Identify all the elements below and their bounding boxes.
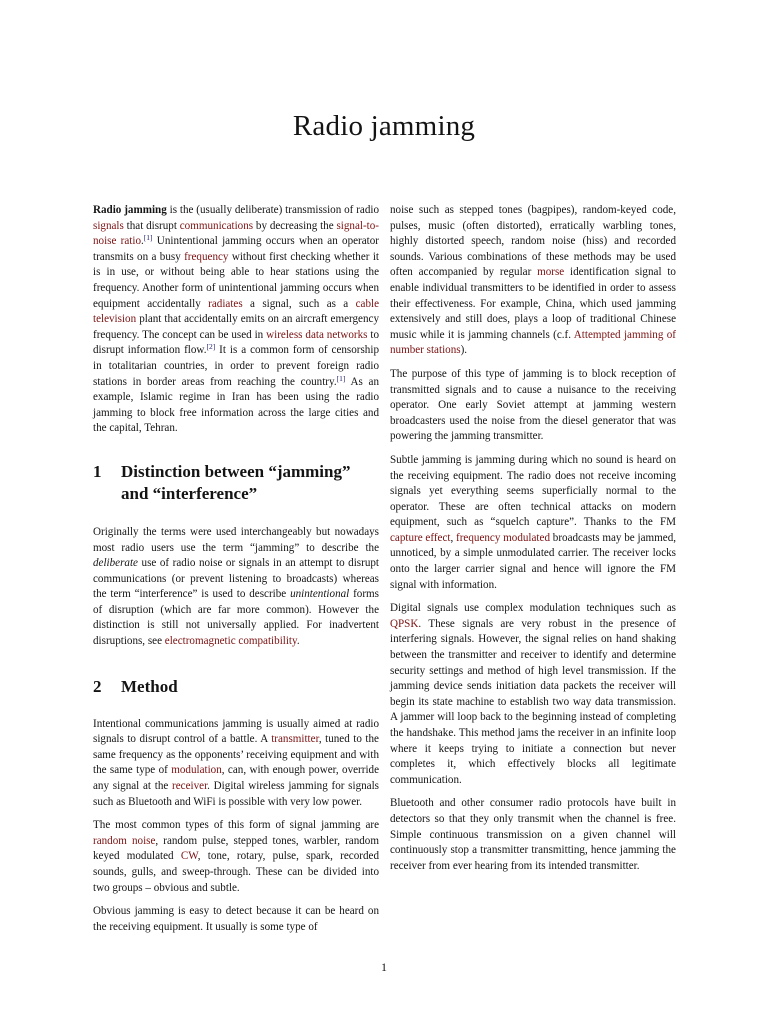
section-1-heading (93, 461, 379, 505)
right-paragraph-2 (390, 367, 676, 445)
section-2-title: Method (121, 676, 178, 696)
section-2-paragraph-1 (93, 717, 379, 811)
section-2-heading (93, 676, 379, 698)
text-run: . Digital wireless jamming for signals such as Bluetooth and WiFi is possible with very low power. (93, 780, 379, 808)
text-run: , random pulse, stepped tones, warbler, random keyed modulated (93, 834, 379, 863)
left-column (93, 203, 379, 943)
right-paragraph-4 (390, 601, 676, 788)
right-column (390, 203, 676, 882)
wiki-link[interactable]: signal-to-noise ratio (93, 219, 379, 248)
text-run: , tone, rotary, pulse, spark, recorded sounds, gulls, and sweep-through. These can be divided into two groups – obvious and subtle. (93, 850, 379, 894)
wiki-link[interactable]: signals (93, 219, 124, 232)
italic-term: unintentional (290, 588, 350, 601)
text-run: ). (460, 344, 468, 357)
wiki-link[interactable]: capture effect (390, 531, 451, 544)
text-run: that disrupt (123, 219, 180, 232)
citation-link[interactable]: [1] (336, 373, 346, 383)
text-run: . (141, 235, 144, 248)
italic-term: deliberate (93, 557, 138, 570)
section-2-paragraph-3 (93, 904, 379, 935)
wiki-link[interactable]: radiates (208, 297, 243, 310)
text-run: , (450, 531, 457, 544)
text-run: Subtle jamming is jamming during which no sound is heard on the receiving equipment. The radio does not receive incoming signals yet everything seems superficially normal to the operator. These are often technical attacks on modern equipment, such as “squelch capture”. Thanks to the FM (390, 453, 676, 529)
wiki-link[interactable]: transmitter (271, 733, 319, 746)
right-paragraph-1 (390, 203, 676, 359)
wiki-link[interactable]: cable television (93, 297, 380, 326)
text-run: It is a common form of censorship in totalitarian countries, in order to prevent foreign radio stations in border areas from reaching the country. (93, 344, 379, 388)
text-run: Digital signals use complex modulation techniques such as (390, 602, 676, 615)
wiki-link[interactable]: frequency modulated (456, 531, 550, 544)
citation-link[interactable]: [1] (143, 233, 153, 243)
text-run: broadcasts may be jammed, unnoticed, by a simple unmodulated carrier. The receiver locks onto the larger carrier signal and hence will ignore the FM signal with information. (390, 531, 677, 591)
text-run: , can, with enough power, override any signal at the (93, 764, 379, 793)
wiki-link[interactable]: QPSK (390, 617, 419, 630)
text-run: without first checking whether it is in use, or without being able to hear stations using the frequency. Another form of unintentional jamming occurs when equipment accidentally (93, 250, 379, 310)
section-1-number: 1 (93, 461, 102, 481)
section-1-paragraph (93, 525, 379, 650)
wiki-link[interactable]: frequency (184, 250, 229, 263)
text-run: is the (usually deliberate) transmission of radio (166, 204, 380, 216)
text-run: by decreasing the (253, 219, 337, 232)
text-run: Originally the terms were used interchangeably but nowadays most radio users use the term “jamming” to describe the (93, 525, 379, 554)
text-run: . (296, 635, 300, 648)
text-run: to disrupt information flow. (93, 328, 380, 357)
right-paragraph-5 (390, 796, 676, 874)
text-run: forms of disruption (which are far more common). However the distinction is still not universally applied. For inadvertent disruptions, see (93, 588, 379, 648)
intro-paragraph (93, 203, 379, 437)
page-title: Radio jamming (292, 110, 476, 142)
text-run: Bluetooth and other consumer radio protocols have built in detectors so that they only transmit when the channel is free. Simple continuous transmission on a given channel will continuously stop a transmitter transmitting, hence jamming the receiver from ever hearing from its intended transmitter. (390, 797, 676, 872)
text-run: use of radio noise or signals in an attempt to disrupt communications (or prevent listening to broadcasts) whereas the term “interference” is used to describe (93, 557, 379, 601)
section-2-paragraph-2 (93, 818, 379, 896)
wiki-link[interactable]: Attempted jamming of number stations (390, 328, 677, 357)
text-run: Intentional communications jamming is usually aimed at radio signals to disrupt control of a battle. A (93, 717, 379, 746)
section-1-title: Distinction between “jamming” and “interference” (121, 461, 351, 503)
text-run: The purpose of this type of jamming is to block reception of transmitted signals and to cause a nuisance to the receiving operator. One early Soviet attempt at jamming western broadcasters used the noise from the diesel generator that was powering the jamming transmitter. (390, 367, 676, 443)
wiki-link[interactable]: modulation (171, 764, 222, 777)
right-paragraph-3 (390, 453, 676, 593)
text-run: , tuned to the same frequency as the opponents’ receiving equipment and with the same type of (93, 733, 379, 777)
text-run: Unintentional jamming occurs when an operator transmits on a busy (93, 235, 379, 263)
text-run: The most common types of this form of signal jamming are (93, 819, 379, 832)
page-number: 1 (381, 960, 387, 974)
bold-term: Radio jamming (93, 204, 167, 216)
citation-link[interactable]: [2] (206, 342, 216, 352)
wiki-link[interactable]: CW (180, 850, 198, 863)
text-run: identification signal to enable individual transmitters to be identified in order to assess their effectiveness. For example, China, which used jamming extensively and still does, plays a loop of traditional Chinese music while it is jamming channels (c.f. (390, 266, 676, 341)
wiki-link[interactable]: wireless data networks (266, 328, 368, 341)
text-run: noise such as stepped tones (bagpipes), random-keyed code, pulses, music (often distorted), erratically warbling tones, highly distorted speech, random noise (hiss) and recorded sounds. Various combinations of these methods may be used often accompanied by regular (390, 204, 676, 279)
text-run: plant that accidentally emits on an aircraft emergency frequency. The concept can be used in (93, 313, 379, 341)
text-run: As an example, Islamic regime in Iran has been using the radio jamming to block free information across the large cities and the capital, Tehran. (93, 375, 379, 435)
text-run: Obvious jamming is easy to detect because it can be heard on the receiving equipment. It usually is some type of (93, 905, 379, 933)
wiki-link[interactable]: morse (537, 266, 565, 279)
section-2-number: 2 (93, 676, 102, 696)
wiki-link[interactable]: communications (179, 219, 254, 232)
wiki-link[interactable]: random noise (93, 834, 156, 847)
text-run: . These signals are very robust in the presence of interfering signals. However, the signal relies on hand shaking between the transmitter and receiver to identify and determine security settings and method of high level transmission. If the jamming device sends initiation data packets the receiver will begin its state machine to establish two way data transmission. A jammer will loop back to the beginning instead of completing the handshake. This method jams the receiver in an infinite loop where it keeps trying to initiate a connection but never completes it, which effectively blocks all legitimate communication. (390, 617, 676, 786)
wiki-link[interactable]: electromagnetic compatibility (164, 635, 297, 648)
wiki-link[interactable]: receiver (172, 780, 208, 793)
text-run: a signal, such as a (242, 297, 356, 310)
